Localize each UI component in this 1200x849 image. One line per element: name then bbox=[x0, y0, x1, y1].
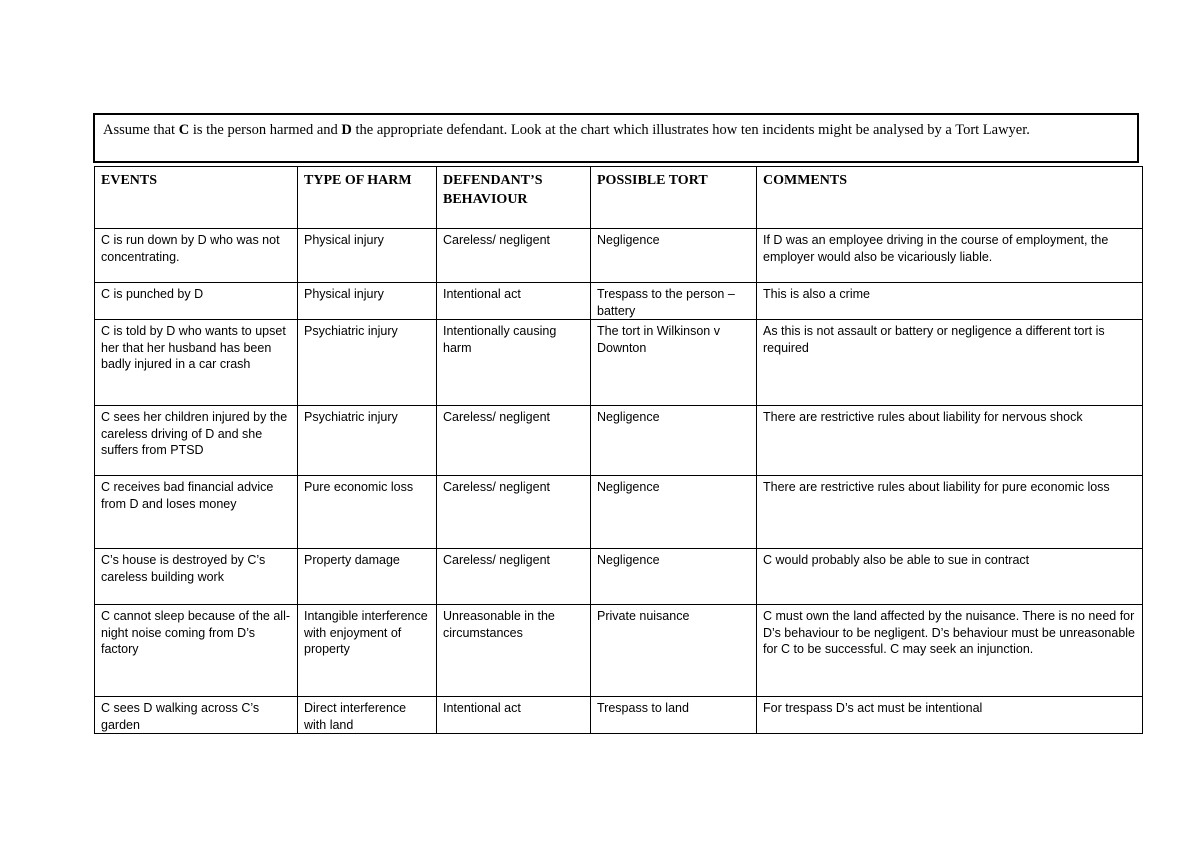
cell-comment: There are restrictive rules about liability for pure economic loss bbox=[757, 476, 1143, 549]
header-possible-tort: POSSIBLE TORT bbox=[591, 167, 757, 229]
cell-tort: Negligence bbox=[591, 476, 757, 549]
cell-behaviour: Intentional act bbox=[437, 697, 591, 734]
cell-harm: Physical injury bbox=[298, 283, 437, 320]
header-events: EVENTS bbox=[95, 167, 298, 229]
cell-behaviour: Unreasonable in the circumstances bbox=[437, 605, 591, 697]
intro-text-3: the appropriate defendant. Look at the chart which illustrates how ten incidents might be analysed by a Tort Lawyer. bbox=[351, 122, 1030, 138]
cell-comment: For trespass D’s act must be intentional bbox=[757, 697, 1143, 734]
cell-tort: The tort in Wilkinson v Downton bbox=[591, 320, 757, 406]
cell-tort: Trespass to land bbox=[591, 697, 757, 734]
intro-c: C bbox=[178, 122, 190, 138]
header-comments: COMMENTS bbox=[757, 167, 1143, 229]
header-row bbox=[95, 167, 1143, 229]
cell-comment: C would probably also be able to sue in contract bbox=[757, 549, 1143, 605]
cell-event: C cannot sleep because of the all-night noise coming from D’s factory bbox=[95, 605, 298, 697]
cell-behaviour: Intentionally causing harm bbox=[437, 320, 591, 406]
intro-text-1: Assume that bbox=[103, 122, 179, 138]
cell-harm: Direct interference with land bbox=[298, 697, 437, 734]
table-row bbox=[95, 229, 1143, 283]
table-row bbox=[95, 320, 1143, 406]
cell-behaviour: Careless/ negligent bbox=[437, 549, 591, 605]
cell-event: C sees her children injured by the careless driving of D and she suffers from PTSD bbox=[95, 406, 298, 476]
intro-d: D bbox=[341, 122, 352, 138]
cell-harm: Psychiatric injury bbox=[298, 320, 437, 406]
header-defendants-behaviour: DEFENDANT’S BEHAVIOUR bbox=[437, 167, 591, 229]
cell-event: C sees D walking across C’s garden bbox=[95, 697, 298, 734]
table-row bbox=[95, 697, 1143, 734]
table-row bbox=[95, 476, 1143, 549]
cell-comment: This is also a crime bbox=[757, 283, 1143, 320]
cell-event: C is run down by D who was not concentrating. bbox=[95, 229, 298, 283]
tort-analysis-table bbox=[94, 166, 1143, 734]
cell-tort: Private nuisance bbox=[591, 605, 757, 697]
table-row bbox=[95, 549, 1143, 605]
cell-comment: C must own the land affected by the nuisance. There is no need for D’s behaviour to be negligent. D’s behaviour must be unreasonable for C to be successful. C may seek an injunction. bbox=[757, 605, 1143, 697]
cell-event: C is punched by D bbox=[95, 283, 298, 320]
cell-behaviour: Intentional act bbox=[437, 283, 591, 320]
cell-harm: Physical injury bbox=[298, 229, 437, 283]
cell-tort: Negligence bbox=[591, 549, 757, 605]
table-row bbox=[95, 283, 1143, 320]
cell-behaviour: Careless/ negligent bbox=[437, 229, 591, 283]
intro-text-2: is the person harmed and bbox=[189, 122, 342, 138]
cell-harm: Intangible interference with enjoyment of property bbox=[298, 605, 437, 697]
table-row bbox=[95, 605, 1143, 697]
cell-event: C receives bad financial advice from D and loses money bbox=[95, 476, 298, 549]
intro-box bbox=[93, 113, 1139, 163]
table-row bbox=[95, 406, 1143, 476]
cell-event: C’s house is destroyed by C’s careless building work bbox=[95, 549, 298, 605]
cell-comment: As this is not assault or battery or negligence a different tort is required bbox=[757, 320, 1143, 406]
cell-comment: If D was an employee driving in the course of employment, the employer would also be vicariously liable. bbox=[757, 229, 1143, 283]
cell-harm: Psychiatric injury bbox=[298, 406, 437, 476]
cell-behaviour: Careless/ negligent bbox=[437, 406, 591, 476]
cell-comment: There are restrictive rules about liability for nervous shock bbox=[757, 406, 1143, 476]
cell-harm: Property damage bbox=[298, 549, 437, 605]
header-type-of-harm: TYPE OF HARM bbox=[298, 167, 437, 229]
cell-tort: Negligence bbox=[591, 229, 757, 283]
cell-tort: Trespass to the person – battery bbox=[591, 283, 757, 320]
cell-harm: Pure economic loss bbox=[298, 476, 437, 549]
cell-behaviour: Careless/ negligent bbox=[437, 476, 591, 549]
cell-event: C is told by D who wants to upset her that her husband has been badly injured in a car crash bbox=[95, 320, 298, 406]
cell-tort: Negligence bbox=[591, 406, 757, 476]
